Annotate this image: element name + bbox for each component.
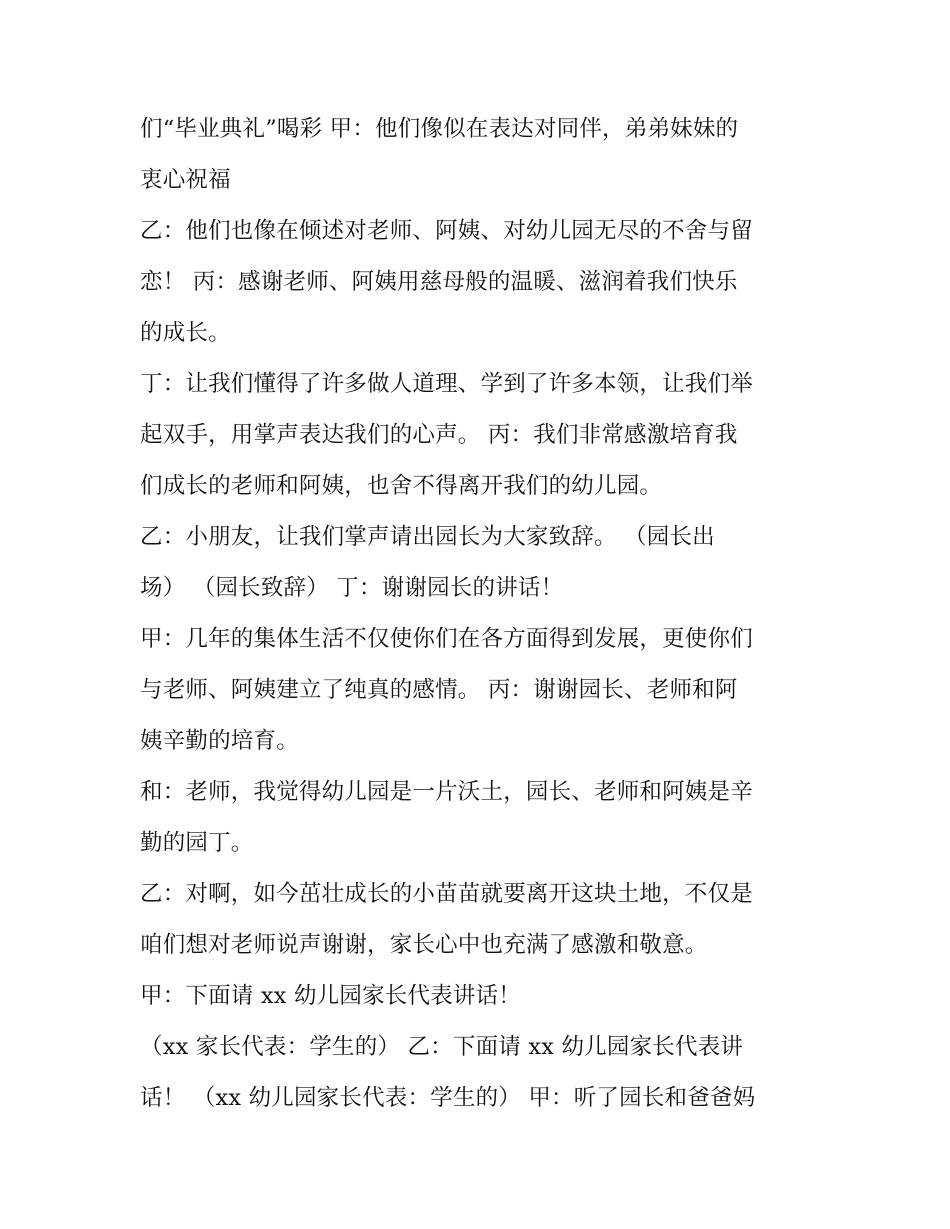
text-line-2: 衷心祝福: [140, 167, 231, 193]
text-line-16: 乙：对啊，如今茁壮成长的小苗苗就要离开这块土地，不仅是: [140, 881, 753, 907]
text-line-7: 起双手，用掌声表达我们的心声。 丙：我们非常感激培育我: [140, 422, 738, 448]
text-line-1: 们“毕业典礼”喝彩 甲：他们像似在表达对同伴，弟弟妹妹的: [140, 116, 739, 142]
text-line-17: 咱们想对老师说声谢谢，家长心中也充满了感激和敬意。: [140, 932, 708, 958]
text-line-19: （xx 家长代表：学生的） 乙：下面请 xx 幼儿园家长代表讲: [140, 1034, 744, 1060]
text-line-10: 场） （园长致辞） 丁：谢谢园长的讲话！: [140, 575, 564, 601]
text-line-11: 甲：几年的集体生活不仅使你们在各方面得到发展，更使你们: [140, 626, 753, 652]
text-line-13: 姨辛勤的培育。: [140, 728, 299, 754]
text-line-8: 们成长的老师和阿姨，也舍不得离开我们的幼儿园。: [140, 473, 663, 499]
text-line-3: 乙：他们也像在倾述对老师、阿姨、对幼儿园无尽的不舍与留: [140, 218, 753, 244]
text-line-18: 甲：下面请 xx 幼儿园家长代表讲话！: [140, 983, 521, 1009]
text-line-9: 乙：小朋友，让我们掌声请出园长为大家致辞。 （园长出: [140, 524, 715, 550]
text-line-20: 话！ （xx 幼儿园家长代表：学生的） 甲：听了园长和爸爸妈: [140, 1085, 756, 1111]
text-line-14: 和：老师，我觉得幼儿园是一片沃土，园长、老师和阿姨是辛: [140, 779, 753, 805]
document-body: [140, 104, 820, 1124]
text-line-5: 的成长。: [140, 320, 231, 346]
text-line-12: 与老师、阿姨建立了纯真的感情。 丙：谢谢园长、老师和阿: [140, 677, 738, 703]
text-line-4: 恋！ 丙：感谢老师、阿姨用慈母般的温暖、滋润着我们快乐: [140, 269, 738, 295]
text-line-15: 勤的园丁。: [140, 830, 254, 856]
text-line-6: 丁：让我们懂得了许多做人道理、学到了许多本领，让我们举: [140, 371, 753, 397]
